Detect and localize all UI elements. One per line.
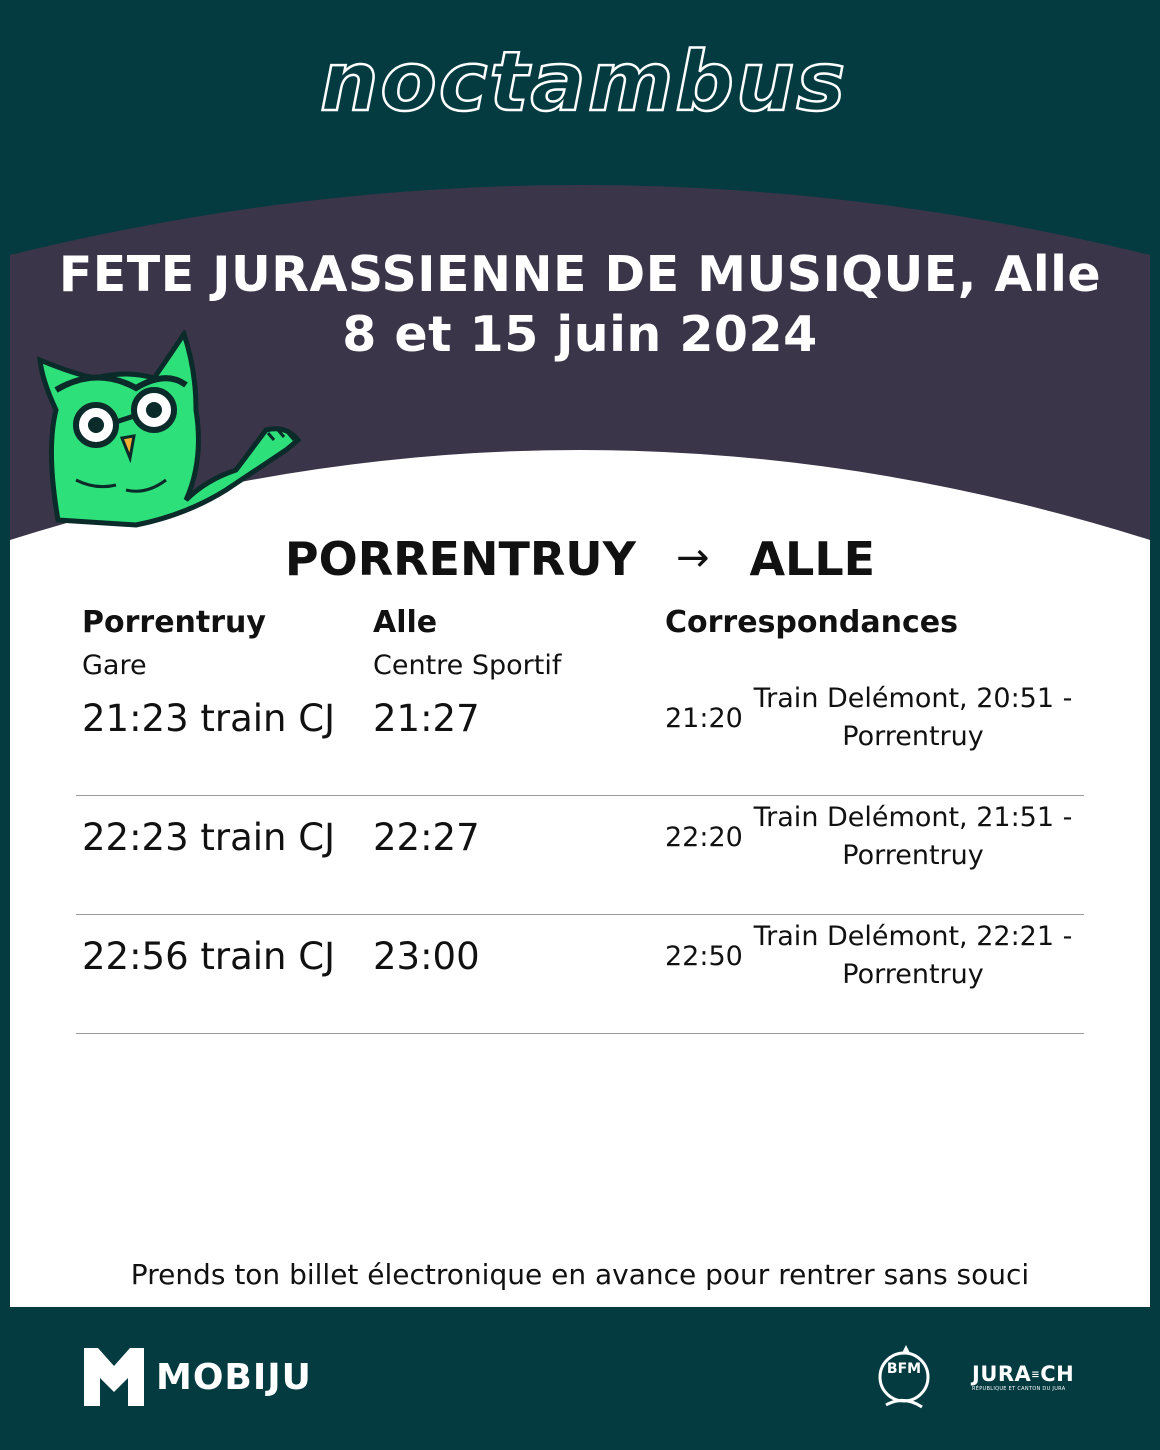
bfm-logo [876, 1343, 936, 1413]
connection-desc-line1: Train Delémont, 21:51 - [753, 802, 1073, 833]
noctambus-logo [310, 30, 850, 140]
mobiju-label: MOBIJU [156, 1356, 312, 1398]
route-to: ALLE [749, 532, 876, 586]
arrival-time: 22:27 [373, 816, 480, 859]
svg-text:BFM: BFM [886, 1361, 922, 1377]
connection-desc-line2: Porrentruy [842, 840, 984, 871]
owl-mascot-icon [36, 330, 306, 530]
departure-time: 21:23 train CJ [82, 697, 336, 740]
arrival-time: 23:00 [373, 935, 480, 978]
table-row [76, 677, 1084, 796]
table-row [76, 796, 1084, 915]
column-subheader-arrival-stop: Centre Sportif [373, 650, 562, 681]
event-dates: 8 et 15 juin 2024 [342, 306, 818, 363]
jura-ch-wordmark: JURA≡CH [972, 1362, 1075, 1386]
row-divider [76, 1033, 1084, 1034]
arrow-right-icon: → [675, 535, 710, 581]
connection-time: 22:50 [665, 941, 743, 972]
mobiju-m-icon [84, 1348, 144, 1406]
column-subheader-departure-stop: Gare [82, 650, 147, 681]
column-header-connections: Correspondances [665, 605, 958, 640]
connection-desc-line1: Train Delémont, 20:51 - [753, 683, 1073, 714]
svg-text:noctambus: noctambus [320, 35, 848, 130]
route-from: PORRENTRUY [284, 532, 636, 586]
connection-time: 21:20 [665, 703, 743, 734]
connection-desc-line2: Porrentruy [842, 959, 984, 990]
table-row [76, 915, 1084, 1034]
connection-desc-line2: Porrentruy [842, 721, 984, 752]
departure-time: 22:23 train CJ [82, 816, 336, 859]
connection-description [748, 799, 1078, 875]
connection-desc-line1: Train Delémont, 22:21 - [753, 921, 1073, 952]
ticket-note: Prends ton billet électronique en avance pour rentrer sans souci [130, 1258, 1030, 1291]
mobiju-logo [84, 1348, 312, 1406]
jura-ch-subtitle: RÉPUBLIQUE ET CANTON DU JURA [972, 1386, 1066, 1392]
column-header-arrival: Alle [373, 605, 438, 640]
event-title: FETE JURASSIENNE DE MUSIQUE, Alle [58, 246, 1102, 303]
column-header-departure: Porrentruy [82, 605, 266, 640]
connection-description [748, 918, 1078, 994]
arrival-time: 21:27 [373, 697, 480, 740]
connection-description [748, 680, 1078, 756]
route-heading [0, 532, 1160, 586]
jura-ch-logo [972, 1362, 1074, 1392]
departure-time: 22:56 train CJ [82, 935, 336, 978]
connection-time: 22:20 [665, 822, 743, 853]
